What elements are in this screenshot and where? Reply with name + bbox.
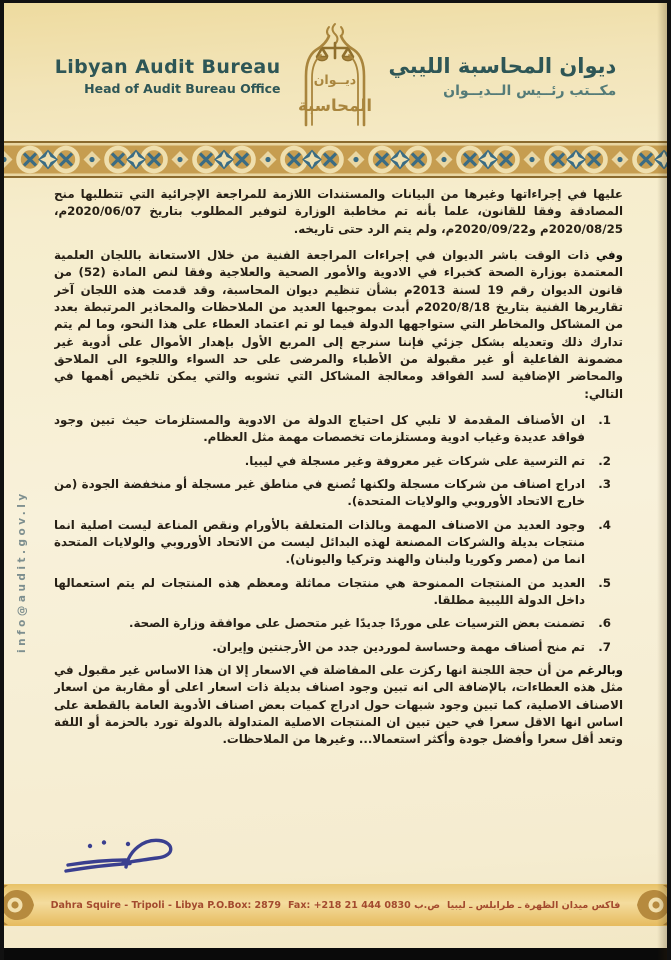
list-item (54, 476, 611, 511)
footer-address (51, 900, 621, 911)
org-name-english: Libyan Audit Bureau (54, 56, 281, 78)
list-item-text: تم الترسية على شركات غير معروفة وغير مسجلة في ليبيا. (244, 453, 585, 468)
letterhead-english (55, 56, 281, 96)
list-item-text: تضمنت بعض الترسيات على موردًا جديدًا غير متحصل على موافقة وزارة الصحة. (128, 616, 585, 631)
list-item (54, 639, 611, 656)
office-name-english: Head of Audit Bureau Office (84, 81, 281, 96)
paragraph-2-lead: وفي (596, 247, 623, 262)
paragraph-2 (54, 247, 623, 403)
footer-ornament-icon (635, 885, 667, 925)
paragraph-2-text: ذات الوقت باشر الديوان في إجراءات المراجعة الفنية من خلال الاستعانة باللجان العلمية المعتمدة بوزارة الصحة كخبراء في الادوية والأمور الصحية والعلاجية وفقا لنص المادة (52) من قانون الديوان رقم 19 لسنة 2013م بشأن تنظيم ديوان المحاسبة، وقد قدمت هذه اللجان آخر تقاريرها الفنية بتاريخ 2020/8/18م أبدت بموجبها العديد من الملاحظات والمحاذير المرتبطة بعدد من المشاكل والمخاطر التي ستواجهها الدولة فيما لو تم اعتماد العطاء على هذا النحو، وما لم يتم تدارك ذلك وتعديله بشكل جزئي فإننا سنرجع إلى المربع الأول بإهدار الأموال على أدوية غير مضمونة الفاعلية أو غير مقبولة من الأطباء والمرضى على حد السواء واللجوء الى الملاحق والمحاضر الإضافية لسد الفواقد ومعالجة المشاكل التي تشوبه والتي يمكن تلخيص أهمها في التالي: (54, 247, 623, 401)
sidebar-email-text: info@audit.gov.ly (16, 490, 28, 653)
list-item-text: وجود العديد من الاصناف المهمة وبالذات المتعلقة بالأورام ونقص المناعة ليست اصلية انما منتجات بديلة والشركات المصنعة لهذه البدائل ليست من الاتحاد الأوروبي والولايات المتحدة انما من (مصر وكوريا ولبنان والهند وتركيا واليونان). (54, 517, 585, 567)
office-name-arabic: مكــتب رئــيس الــديــوان (443, 82, 617, 99)
footer-address-english: Dahra Squire - Tripoli - Libya P.O.Box: 2879 (50, 899, 281, 911)
footer-pobox-fax: ص.ب Fax: +218 21 444 0830 (288, 899, 441, 911)
footer-address-arabic: فاكس ميدان الظهرة ـ طرابلس ـ ليبيا (447, 899, 621, 911)
signature-mark (60, 831, 185, 887)
list-item (54, 453, 611, 470)
list-item-number: 6. (598, 616, 611, 631)
list-item-number: 2. (598, 453, 611, 468)
paragraph-3-text: من أن حجة اللجنة انها ركزت على المفاضلة في الاسعار إلا ان هذا الاساس غير مقبول في مثل هذه العطاءات، بالإضافة الى انه تبين وجود اصناف بديلة ذات اسعار اعلى أو مقاربة من اسعار الاصناف الاصلية، كما تبين وجود شبهات حول ادراج كميات بعض اصناف الأدوية العامة بالقطعة على اساس انها الاقل سعرا في حين تبين ان المنتجات الاصلية المتداولة بالدولة تورد بالحزمة أو اللفة وتعد أقل سعرا وأفضل جودة وأكثر استعمالا... وغيرها من الملاحظات. (54, 662, 623, 747)
list-item-number: 7. (598, 639, 611, 654)
list-item (54, 615, 611, 632)
logo-word-top: ديــوان (313, 72, 356, 87)
list-item-text: العديد من المنتجات الممنوحة هي منتجات مماثلة ومعظم هذه المنتجات لم يتم استعمالها داخل الدولة الليبية مطلقا. (54, 575, 585, 607)
list-item-text: ادراج اصناف من شركات مسجلة ولكنها تُصنع في مناطق غير مسجلة أو منخفضة الجودة (من خارج الاتحاد الأوروبي والولايات المتحدة). (54, 476, 585, 509)
logo-word-bottom: المحاسبة (297, 96, 372, 115)
list-item-number: 4. (598, 517, 611, 532)
letterhead-arabic (389, 54, 617, 99)
document-page (4, 3, 667, 960)
footer-bar (4, 884, 667, 926)
letter-body (54, 186, 623, 878)
paragraph-3 (54, 662, 623, 749)
scan-bottom-edge (4, 948, 667, 960)
list-item-number: 1. (598, 412, 611, 427)
paragraph-3-lead: وبالرغم (577, 662, 623, 677)
list-item-number: 3. (598, 476, 611, 491)
org-name-arabic: ديوان المحاسبة الليبي (388, 53, 617, 78)
letterhead (4, 3, 667, 141)
list-item-text: تم منح أصناف مهمة وحساسة لموردين جدد من الأرجنتين وإيران. (212, 639, 585, 654)
ornamental-border (4, 141, 667, 178)
audit-bureau-logo (295, 21, 375, 131)
list-item-text: ان الأصناف المقدمة لا تلبي كل احتياج الدولة من الادوية والمستلزمات حيث تبين وجود فواقد عديدة وغياب ادوية ومستلزمات تخصصات مهمة مثل العظام. (54, 412, 585, 445)
list-item (54, 412, 611, 447)
list-item (54, 517, 611, 569)
footer-ornament-icon (4, 885, 36, 925)
numbered-list (54, 412, 623, 656)
paragraph-1: عليها في إجراءاتها وغيرها من البيانات والمستندات اللازمة للمراجعة الإجرائية التي تتطلبها منح المصادقة وفقا للقانون، علما بأنه تم مخاطبة الوزارة لتوفير المطلوب بتاريخ 2020/06/07م، 2020/08/25م و2020/09/22م، ولم يتم الرد حتى تاريخه. (54, 187, 623, 236)
list-item-number: 5. (598, 575, 611, 590)
list-item (54, 575, 611, 610)
